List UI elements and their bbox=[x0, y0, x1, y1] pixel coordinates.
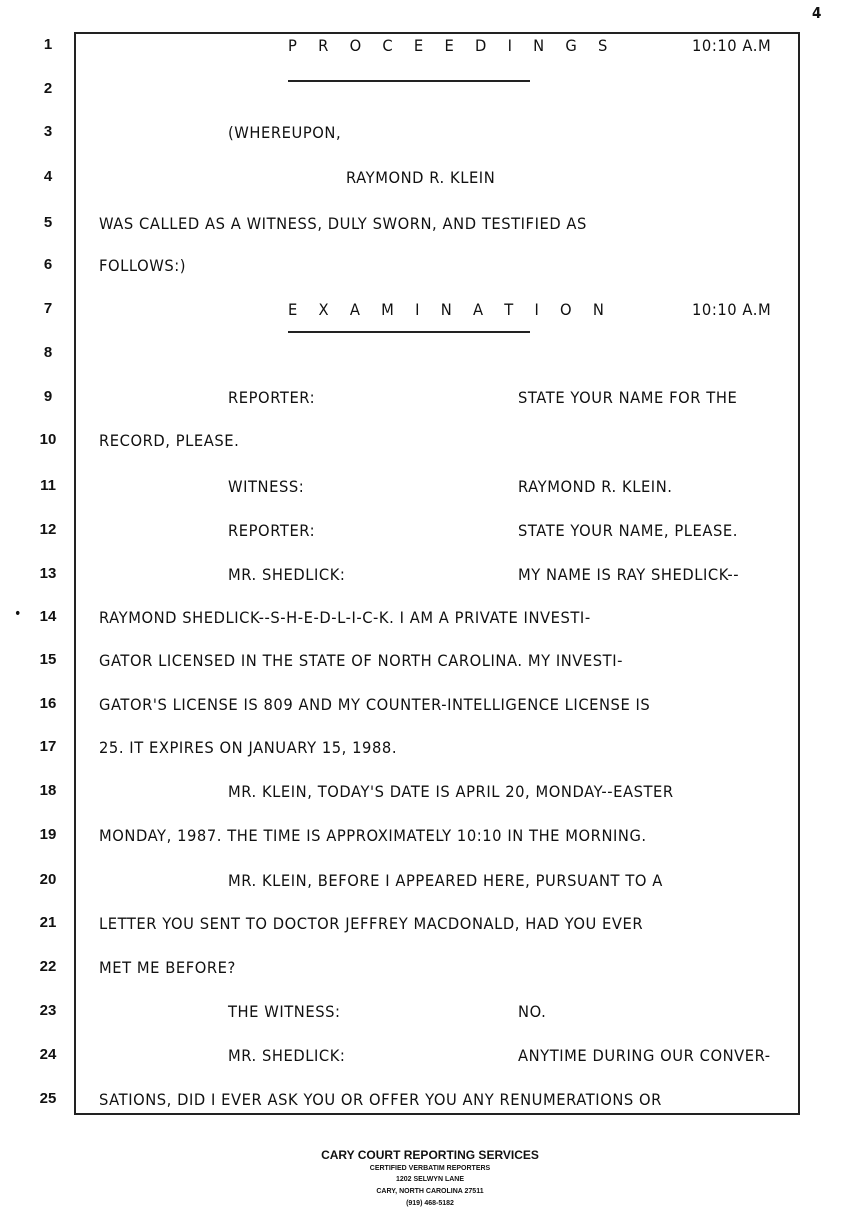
line-text: WAS CALLED AS A WITNESS, DULY SWORN, AND TESTIFIED AS bbox=[99, 214, 587, 233]
line-number: 8 bbox=[43, 344, 53, 361]
line-text: MET ME BEFORE? bbox=[99, 958, 236, 977]
line-number: 21 bbox=[39, 914, 57, 931]
line-text: MR. SHEDLICK: bbox=[228, 1046, 346, 1065]
line-number: 22 bbox=[39, 958, 57, 975]
line-text: REPORTER: bbox=[228, 388, 316, 407]
line-number: 7 bbox=[43, 300, 53, 317]
line-text: 25. IT EXPIRES ON JANUARY 15, 1988. bbox=[99, 738, 398, 757]
line-text: ANYTIME DURING OUR CONVER- bbox=[518, 1046, 771, 1065]
transcript-line bbox=[0, 954, 860, 984]
line-number: 16 bbox=[39, 695, 57, 712]
transcript-line bbox=[0, 647, 860, 677]
page-number: 4 bbox=[812, 4, 822, 22]
line-number: 4 bbox=[43, 168, 53, 185]
transcript-line bbox=[0, 517, 860, 547]
line-text: RECORD, PLEASE. bbox=[99, 431, 240, 450]
line-text: MR. KLEIN, TODAY'S DATE IS APRIL 20, MONDAY--EASTER bbox=[228, 782, 674, 801]
line-number: 17 bbox=[39, 738, 57, 755]
line-text: GATOR LICENSED IN THE STATE OF NORTH CAROLINA. MY INVESTI- bbox=[99, 651, 623, 670]
footer-company: CARY COURT REPORTING SERVICES bbox=[321, 1148, 539, 1162]
transcript-line bbox=[0, 210, 860, 240]
line-number: 13 bbox=[39, 565, 57, 582]
transcript-line bbox=[0, 296, 860, 326]
line-text: (WHEREUPON, bbox=[228, 123, 342, 142]
line-text: STATE YOUR NAME FOR THE bbox=[518, 388, 738, 407]
transcript-line bbox=[0, 822, 860, 852]
line-number: 5 bbox=[43, 214, 53, 231]
line-number: 12 bbox=[39, 521, 57, 538]
line-number: 9 bbox=[43, 388, 53, 405]
line-number: 14 bbox=[39, 608, 57, 625]
timestamp: 10:10 A.M bbox=[692, 36, 772, 55]
line-number: 1 bbox=[43, 36, 53, 53]
line-number: 20 bbox=[39, 871, 57, 888]
line-text: WITNESS: bbox=[228, 477, 305, 496]
line-text: GATOR'S LICENSE IS 809 AND MY COUNTER-INTELLIGENCE LICENSE IS bbox=[99, 695, 651, 714]
footer-city: CARY, NORTH CAROLINA 27511 bbox=[376, 1188, 484, 1195]
transcript-line bbox=[0, 998, 860, 1028]
transcript-line bbox=[0, 384, 860, 414]
transcript-line bbox=[0, 340, 860, 370]
line-text: RAYMOND R. KLEIN bbox=[346, 168, 496, 187]
transcript-line bbox=[0, 119, 860, 149]
timestamp: 10:10 A.M bbox=[692, 300, 772, 319]
line-text: MR. SHEDLICK: bbox=[228, 565, 346, 584]
line-number: 19 bbox=[39, 826, 57, 843]
transcript-line bbox=[0, 910, 860, 940]
line-text: FOLLOWS:) bbox=[99, 256, 187, 275]
examination-underline bbox=[288, 331, 530, 333]
section-heading: E X A M I N A T I O N bbox=[288, 300, 613, 319]
line-text: LETTER YOU SENT TO DOCTOR JEFFREY MACDONALD, HAD YOU EVER bbox=[99, 914, 644, 933]
footer-street: 1202 SELWYN LANE bbox=[395, 1176, 465, 1183]
section-heading: P R O C E E D I N G S bbox=[288, 36, 616, 55]
margin-mark: • bbox=[14, 606, 22, 622]
line-number: 2 bbox=[43, 80, 53, 97]
line-text: MY NAME IS RAY SHEDLICK-- bbox=[518, 565, 740, 584]
transcript-line bbox=[0, 473, 860, 503]
line-text: THE WITNESS: bbox=[228, 1002, 341, 1021]
line-number: 25 bbox=[39, 1090, 57, 1107]
transcript-line bbox=[0, 691, 860, 721]
line-number: 10 bbox=[39, 431, 57, 448]
transcript-line bbox=[0, 1086, 860, 1116]
line-text: SATIONS, DID I EVER ASK YOU OR OFFER YOU ANY RENUMERATIONS OR bbox=[99, 1090, 662, 1109]
transcript-line bbox=[0, 427, 860, 457]
transcript-line bbox=[0, 1042, 860, 1072]
transcript-line bbox=[0, 867, 860, 897]
line-number: 24 bbox=[39, 1046, 57, 1063]
line-number: 23 bbox=[39, 1002, 57, 1019]
line-number: 15 bbox=[39, 651, 57, 668]
line-text: MR. KLEIN, BEFORE I APPEARED HERE, PURSUANT TO A bbox=[228, 871, 663, 890]
line-number: 3 bbox=[43, 123, 53, 140]
line-text: MONDAY, 1987. THE TIME IS APPROXIMATELY 10:10 IN THE MORNING. bbox=[99, 826, 647, 845]
line-text: NO. bbox=[518, 1002, 547, 1021]
footer-phone: (919) 468-5182 bbox=[406, 1200, 454, 1207]
line-text: RAYMOND SHEDLICK--S-H-E-D-L-I-C-K. I AM A PRIVATE INVESTI- bbox=[99, 608, 591, 627]
line-text: RAYMOND R. KLEIN. bbox=[518, 477, 673, 496]
transcript-line bbox=[0, 561, 860, 591]
line-text: STATE YOUR NAME, PLEASE. bbox=[518, 521, 739, 540]
line-number: 18 bbox=[39, 782, 57, 799]
transcript-line bbox=[0, 778, 860, 808]
transcript-line bbox=[0, 252, 860, 282]
transcript-line bbox=[0, 604, 860, 634]
line-number: 6 bbox=[43, 256, 53, 273]
line-number: 11 bbox=[40, 477, 56, 494]
footer-tagline: CERTIFIED VERBATIM REPORTERS bbox=[369, 1165, 491, 1172]
transcript-line bbox=[0, 734, 860, 764]
transcript-line bbox=[0, 32, 860, 62]
transcript-line bbox=[0, 164, 860, 194]
line-text: REPORTER: bbox=[228, 521, 316, 540]
transcript-line bbox=[0, 76, 860, 106]
